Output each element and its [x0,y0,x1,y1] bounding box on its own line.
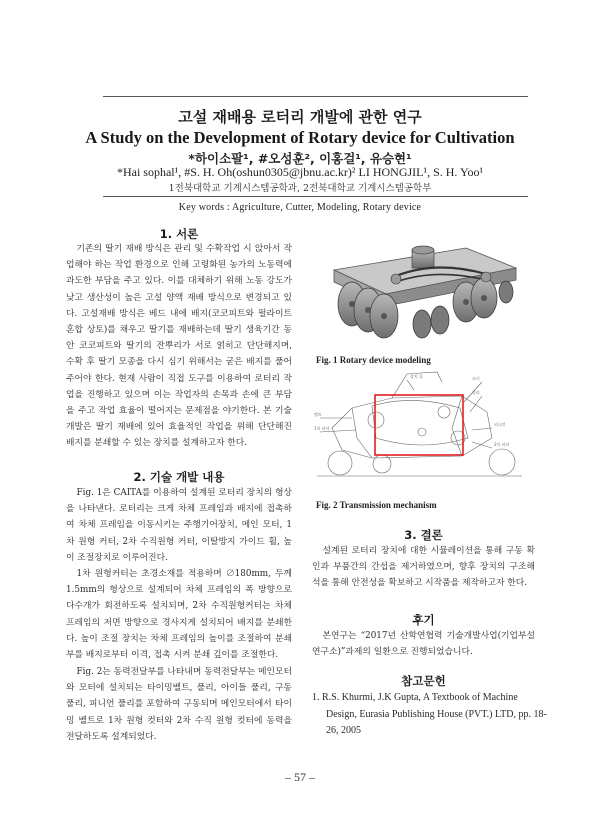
fig2-caption: Fig. 2 Transmission mechanism [316,500,437,510]
svg-text:장치 틀: 장치 틀 [410,374,423,379]
svg-text:풀리: 풀리 [472,390,480,395]
section-tech-heading: 2. 기술 개발 내용 [133,470,225,484]
keywords-rule [103,196,528,197]
section-references-heading: 참고문헌 [401,674,446,688]
fig2-transmission-diagram [312,368,527,488]
svg-text:1차 커터: 1차 커터 [314,426,330,431]
page-number: – 57 – [285,770,315,784]
affiliation: 1전북대학교 기계시스템공학과, 2전북대학교 기계시스템공학부 [168,183,432,194]
top-rule [103,96,528,97]
svg-text:벨트: 벨트 [314,412,322,417]
section-conclusion-heading: 3. 결론 [404,528,443,542]
tech-paragraph-3: Fig. 2는 동력전달부를 나타내며 동력전달부는 메인모터와 모터에 설치되는 타이밍벨트, 풀리, 아이들 풀리, 구동 풀리, 피니언 풀리를 포함하여 구동되며 메인모터에서 타이밍 벨트로 1차 원형 컷터와 2차 수직 원형 컷터에 동력을 전달하도록 설계되었다. [66,667,292,742]
tech-paragraph-1: Fig. 1은 CAITA를 이용하여 설계된 로터리 장치의 형상을 나타낸다. 로터리는 크게 차체 프레임과 배지에 접촉하여 차체 프레임을 이동시키는 주행기어장치, 메인 모터, 1차 원형 커터, 2차 수직원형 커터, 이탈방지 가이드 휠, 높이 조절장치로 이루어진다. [66,488,292,563]
reference-item: 1. R.S. Khurmi, J.K Gupta, A Textbook of Machine Design, Eurasia Publishing House (PVT.) LTD, pp. 18-26, 2005 [312,692,547,736]
conclusion-paragraph: 설계된 로터리 장치에 대한 시뮬레이션을 통해 구동 확인과 부품간의 간섭을 제거하였으며, 향후 장치의 구조해석을 통해 안전성을 확보하고 시작품을 제작하고자 한다. [312,546,535,589]
authors-english: *Hai sophal¹, #S. H. Oh(oshun0305@jbnu.ac.kr)² LI HONGJIL¹, S. H. Yoo¹ [116,165,484,179]
intro-paragraph: 기존의 딸기 재배 방식은 관리 및 수확작업 시 앉아서 작업해야 하는 작업 환경으로 인해 고령화된 농가의 노동력에 과도한 부담을 주고 있다. 이를 대체하기 위해 노동 강도가 낮고 생산성이 높은 고설 양액 재배 방식으로 변경되고 있다. 고설재배 방식은 베드 내에 배지(코코피트와 펄라이트 혼합 상토)를 채우고 딸기를 재배하는데 딸기 생육기간 동안 코코피트와 딸기의 잔뿌리가 서로 얽히고 단단해지며, 수확 후 딸기 모종을 다시 심기 위해서는 굳은 배지를 풀어주어야 한다. 현재 사람이 직접 도구를 이용하여 로터리 작업을 진행하고 있으며 이는 작업자의 손목과 손에 큰 부담을 주고 작업 효율이 떨어지는 문제점을 야기한다. 본 기술 개발은 딸기 재배에 있어 효율적인 작업을 위해 단단해진 배지를 분쇄할 수 있는 장치를 설계하고자 한다. [66,244,292,449]
title-english: A Study on the Development of Rotary device for Cultivation [85,128,515,147]
section-intro-heading: 1. 서론 [159,227,199,241]
section-ack-heading: 후기 [412,613,435,627]
tech-paragraph-2: 1차 원형커터는 초경소재를 적용하며 ∅180mm, 두께 1.5mm의 형상으로 설계되어 차체 프레임의 폭 방향으로 다수개가 회전하도록 설치되며, 2차 수직원형커터는 차체 프레임의 저면 방향으로 경사지게 설치되어 배지를 분쇄한다. 높이 조절 장치는 차체 프레임의 높이를 조절하여 분쇄부를 배지로부터 이격, 접촉 시켜 분쇄 깊이를 조절한다. [66,569,292,661]
fig1-rotary-device-image [316,240,526,348]
keywords: Key words : Agriculture, Cutter, Modeling, Rotary device [178,202,422,213]
authors-korean: *하이소팔¹, #오성훈², 이홍걸¹, 유승현¹ [188,151,412,166]
svg-text:모터: 모터 [472,376,480,381]
svg-text:2차 커터: 2차 커터 [494,442,510,447]
ack-paragraph: 본연구는 “2017년 산학연협력 기술개발사업(기업부설연구소)”과제의 일환으로 진행되었습니다. [312,631,535,658]
title-korean: 고설 재배용 로터리 개발에 관한 연구 [178,108,422,126]
svg-text:피니언: 피니언 [494,422,506,427]
fig1-caption: Fig. 1 Rotary device modeling [316,355,431,365]
